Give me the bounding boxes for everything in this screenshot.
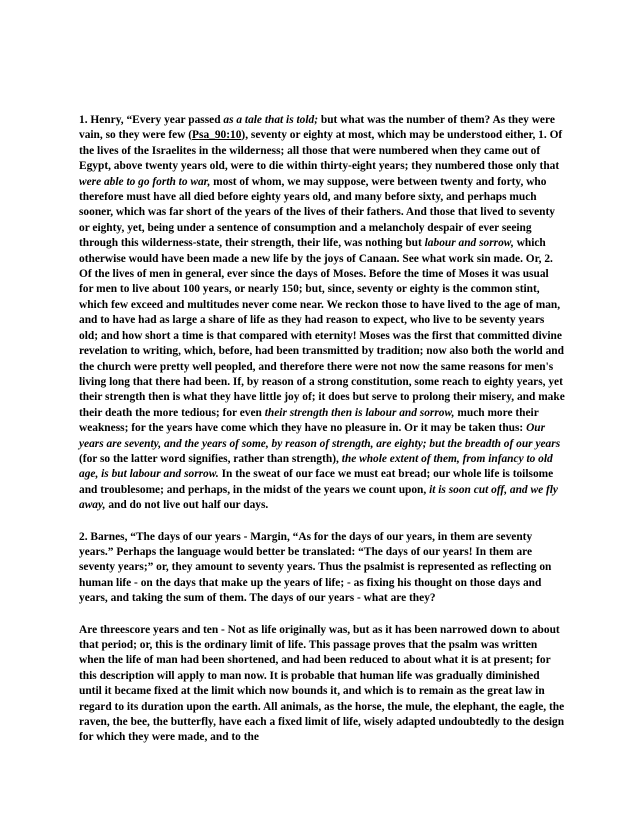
document-body (79, 113, 565, 762)
italic-quote: their strength then is labour and sorrow, (264, 406, 455, 419)
text-run: ), seventy or eighty at most, which may be understood either, 1. Of the lives of the Israelites in the wilderness; all those that were numbered when they came out of Egypt, above twenty years old, were to die within thirty-eight years; they numbered those only that (79, 129, 563, 173)
text-run: 1. Henry, “Every year passed (79, 114, 224, 126)
text-run: Are threescore years and ten - Not as life originally was, but as it has been narrowed down to about that period; or, this is the ordinary limit of life. This passage proves that the psalm was written when the life of man had been shortened, and had been reduced to about what it is at present; for this description will apply to man now. It is probable that human life was gradually diminished until it became fixed at the limit which now bounds it, and which is to remain as the great law in regard to its duration upon the earth. All animals, as the horse, the mule, the elephant, the eagle, the raven, the bee, the butterfly, have each a fixed limit of life, wisely adapted undoubtedly to the design for which they were made, and to the (79, 623, 565, 744)
text-run: 2. Barnes, “The days of our years - Margin, “As for the days of our years, in them are seventy years.” Perhaps the language would better be translated: “The days of our years! In them are seventy years;” or, they amount to seventy years. Thus the psalmist is represented as reflecting on human life - on the days that make up the years of life; - as fixing his thought on those days and years, and taking the sum of them. The days of our years - what are they? (79, 530, 552, 605)
text-run: much more their weakness; for the years have come which they have no pleasure in. Or it may be taken thus: (79, 406, 539, 435)
text-run: most of whom, we may suppose, were between twenty and forty, who therefore must have all died before eighty years old, and many before sixty, and perhaps much sooner, which was far short of the years of the lives of their fathers. And those that lived to seventy or eighty, yet, being under a sentence of consumption and a melancholy despair of ever seeing through this wilderness-state, their strength, their life, was nothing but (79, 175, 555, 250)
italic-quote: labour and sorrow, (424, 237, 514, 250)
italic-quote: the whole extent of them, from infancy to old age, is but labour and sorrow. (79, 452, 553, 481)
text-run: In the sweat of our face we must eat bread; our whole life is toilsome and troublesome; and perhaps, in the midst of the years we count upon, (79, 468, 554, 496)
paragraph-barnes (79, 530, 565, 607)
paragraph-henry (79, 113, 565, 514)
italic-quote: as a tale that is told; (223, 114, 319, 126)
italic-quote: were able to go forth to war, (79, 175, 211, 188)
text-run: and do not live out half our days. (105, 499, 269, 512)
text-run: (for so the latter word signifies, rather than strength), (79, 452, 342, 465)
text-run: which otherwise would have been made a new life by the joys of Canaan. See what work sin made. Or, 2. Of the lives of men in general, ever since the days of Moses. Before the time of Moses it was usual for men to live about 100 years, or nearly 150; but, since, seventy or eighty is the common stint, which few exceed and multitudes never come near. We reckon those to have lived to the age of man, and to have had as large a share of life as they had reason to expect, who live to be seventy years old; and how short a time is that compared with eternity! Moses was the first that committed divine revelation to writing, which, before, had been transmitted by tradition; now also both the world and the church were pretty well peopled, and therefore there were not now the same reasons for men's living long that there had been. If, by reason of a strong constitution, some reach to eighty years, yet their strength then is what they have little joy of; it does but serve to prolong their misery, and make their death the more tedious; for even (79, 237, 565, 419)
scripture-reference-link[interactable]: Psa_90:10 (192, 129, 242, 142)
italic-quote: Our years are seventy, and the years of some, by reason of strength, are eighty; but the breadth of our years (79, 422, 561, 450)
text-run: but what was the number of them? As they were vain, so they were few ( (79, 114, 555, 142)
italic-quote: it is soon cut off, and we fly away, (79, 483, 558, 512)
paragraph-threescore (79, 623, 565, 746)
